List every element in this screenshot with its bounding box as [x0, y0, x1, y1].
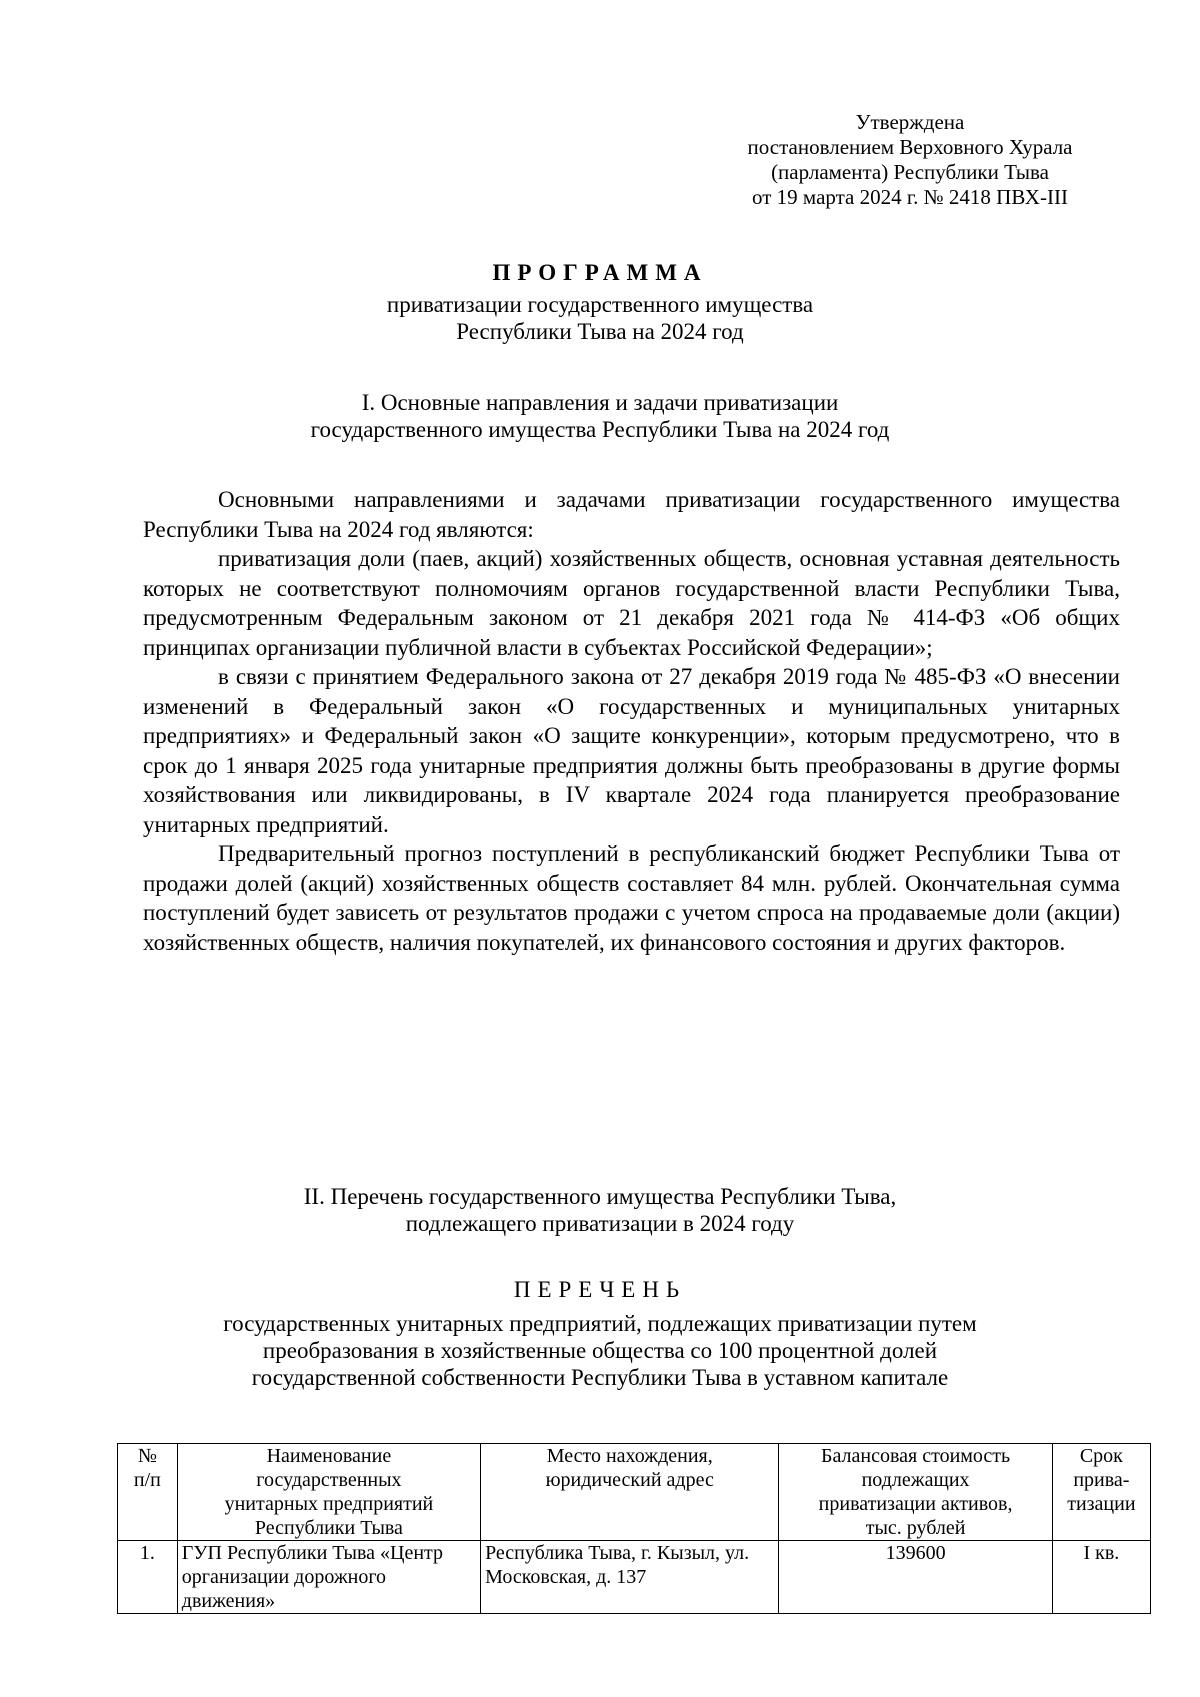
section-1-body [143, 485, 1120, 957]
cell-num: 1. [118, 1541, 178, 1614]
approval-line: (парламента) Республики Тыва [771, 160, 1049, 184]
cell-name: ГУП Республики Тыва «Центр организации дорожного движения» [177, 1541, 480, 1614]
approval-stamp [700, 110, 1120, 210]
cell-term: I кв. [1052, 1541, 1150, 1614]
section-heading-line: II. Перечень государственного имущества Республики Тыва, [303, 1184, 897, 1209]
document-subtitle [0, 291, 1200, 345]
section-heading-line: I. Основные направления и задачи приватизации [361, 390, 839, 415]
cell-value: 139600 [779, 1541, 1052, 1614]
section-1-heading [0, 389, 1200, 443]
section-2-heading [0, 1183, 1200, 1237]
document-title: ПРОГРАММА [492, 260, 708, 285]
approval-line: Утверждена [855, 110, 965, 134]
header-num: № п/п [118, 1444, 178, 1541]
table-header-row [118, 1444, 1151, 1541]
list-title: ПЕРЕЧЕНЬ [513, 1277, 687, 1302]
header-term: Срок прива- тизации [1052, 1444, 1150, 1541]
paragraph: в связи с принятием Федерального закона от 27 декабря 2019 года № 485-ФЗ «О внесении изменений в Федеральный закон «О государственных и муниципальных унитарных предприятиях» и Федеральный закон «О защите конкуренции», которым предусмотрено, что в срок до 1 января 2025 года унитарные предприятия должны быть преобразованы в другие формы хозяйствования или ликвидированы, в IV квартале 2024 года планируется преобразование унитарных предприятий. [143, 664, 1120, 837]
subtitle-line: Республики Тыва на 2024 год [456, 319, 744, 344]
list-subtitle-line: государственных унитарных предприятий, подлежащих приватизации путем [223, 1311, 977, 1336]
cell-address: Республика Тыва, г. Кызыл, ул. Московская, д. 137 [481, 1541, 779, 1614]
section-heading-line: подлежащего приватизации в 2024 году [405, 1211, 795, 1236]
header-value: Балансовая стоимость подлежащих приватизации активов, тыс. рублей [779, 1444, 1052, 1541]
list-subtitle [0, 1310, 1200, 1391]
approval-line: постановлением Верховного Хурала [747, 135, 1073, 159]
section-heading-line: государственного имущества Республики Тыва на 2024 год [310, 417, 890, 442]
header-address: Место нахождения, юридический адрес [481, 1444, 779, 1541]
paragraph: Предварительный прогноз поступлений в республиканский бюджет Республики Тыва от продажи долей (акций) хозяйственных обществ составляет 84 млн. рублей. Окончательная сумма поступлений будет зависеть от результатов продажи с учетом спроса на продаваемые доли (акции) хозяйственных обществ, наличия покупателей, их финансового состояния и других факторов. [143, 841, 1120, 955]
header-name: Наименование государственных унитарных предприятий Республики Тыва [177, 1444, 480, 1541]
enterprise-table [117, 1443, 1151, 1614]
table-row [118, 1541, 1151, 1614]
paragraph: приватизация доли (паев, акций) хозяйственных обществ, основная уставная деятельность которых не соответствуют полномочиям органов государственной власти Республики Тыва, предусмотренным Федеральным законом от 21 декабря 2021 года № 414-ФЗ «Об общих принципах организации публичной власти в субъектах Российской Федерации»; [143, 546, 1120, 660]
subtitle-line: приватизации государственного имущества [386, 292, 814, 317]
paragraph: Основными направлениями и задачами приватизации государственного имущества Республики Тыва на 2024 год являются: [143, 487, 1120, 542]
list-subtitle-line: преобразования в хозяйственные общества со 100 процентной долей [262, 1338, 938, 1363]
approval-line: от 19 марта 2024 г. № 2418 ПВХ-III [752, 185, 1068, 209]
list-subtitle-line: государственной собственности Республики Тыва в уставном капитале [251, 1365, 949, 1390]
